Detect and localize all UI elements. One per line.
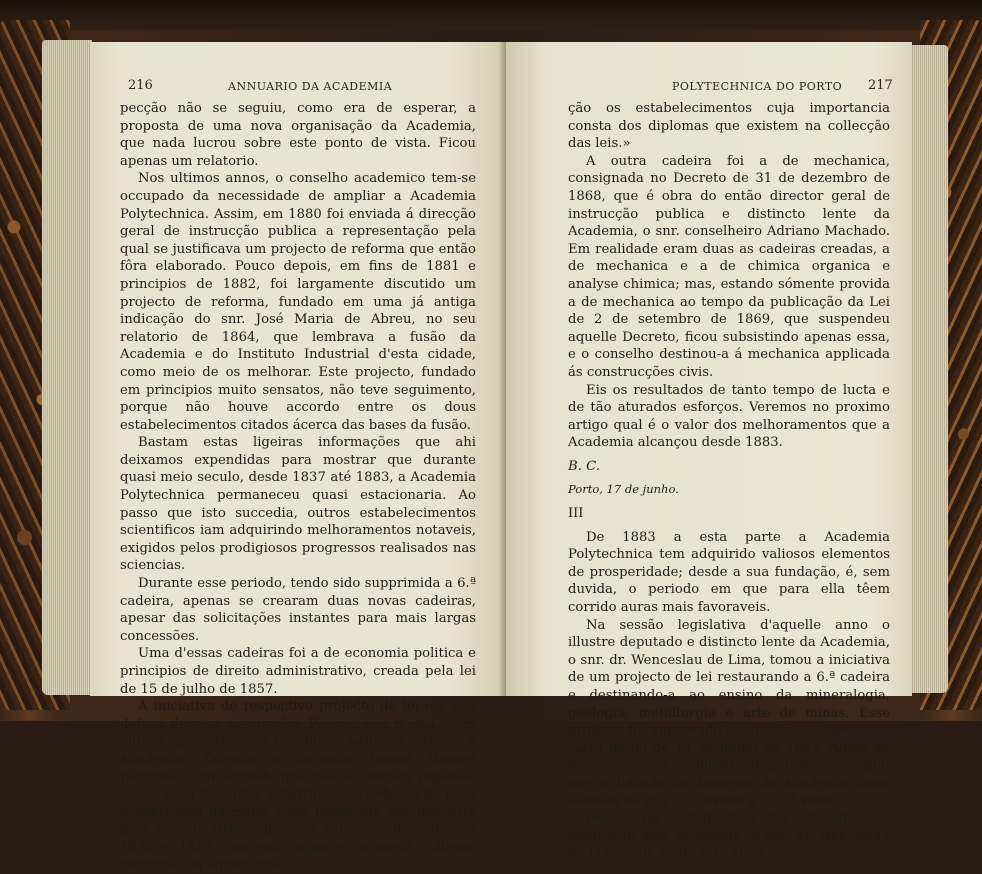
right-running-head: POLYTECHNICA DO PORTO xyxy=(672,80,843,93)
signature: B. C. xyxy=(568,458,600,474)
paragraph: Uma d'essas cadeiras foi a de economia politica e principios de direito administrativo, creada pela lei de 15 de julho de 1857. xyxy=(120,646,476,697)
paragraph: Eis os resultados de tanto tempo de lucta e de tão aturados esforços. Veremos no proximo artigo qual é o valor dos melhoramentos que a Academia alcançou desde 1883. xyxy=(568,382,890,451)
paragraph: A outra cadeira foi a de mechanica, consignada no Decreto de 31 de dezembro de 1868, que é obra do então director geral de instrucção publica e distincto lente da Academia, o snr. conselheiro Adriano Machado. Em realidade eram duas as cadeiras creadas, a de mechanica e a de chimica organica e analyse chimica; mas, estando sómente provida a de mechanica ao tempo da publicação da Lei de 2 de setembro de 1869, que suspendeu aquelle Decreto, ficou subsistindo apenas essa, e o conselho destinou-a á mechanica applicada ás construcções civis. xyxy=(568,153,890,380)
paragraph: Na sessão legislativa d'aquelle anno o illustre deputado e distincto lente da Academia, o snr. dr. Wenceslau de Lima, tomou a iniciativa de um projecto de lei restaurando a 6.ª cadeira e destinando-a ao ensino da mineralogia, geologia, metallurgia e arte de minas. Esse projecto foi approvado e constitue o objecto da carta de lei de 14 de junho de 1883. Ainda na mesma sessão, o illustre deputado conseguiu que a dotação da despezas da Academia fosse elevada de réis 1:730$000 a 2:305$000. xyxy=(568,617,890,809)
book-cover-top xyxy=(0,0,982,30)
right-page-body xyxy=(568,100,890,863)
left-page-body xyxy=(120,100,476,874)
paragraph: De 1883 a esta parte a Academia Polytechnica tem adquirido valiosos elementos de prosperidade; desde a sua fundação, é, sem duvida, o periodo em que para ella têem corrido auras mais favoraveis. xyxy=(568,529,890,616)
paragraph: Nos ultimos annos, o conselho academico tem-se occupado da necessidade de ampliar a Academia Polytechnica. Assim, em 1880 foi enviada á direcção geral de instrucção publica a representação pela qual se justificava um projecto de reforma que então fôra elaborado. Pouco depois, em fins de 1881 e principios de 1882, foi largamente discutido um projecto de reforma, fundado em uma já antiga indicação do snr. José Maria de Abreu, no seu relatorio de 1864, que lembrava a fusão da Academia e do Instituto Industrial d'esta cidade, como meio de os melhorar. Este projecto, fundado em principios muito sensatos, não teve seguimento, porque não houve accordo entre os dous estabelecimentos citados ácerca das bases da fusão. xyxy=(120,171,476,433)
right-page xyxy=(506,42,912,862)
paragraph: Bastam estas ligeiras informações que ahi deixamos expendidas para mostrar que durante quasi meio seculo, desde 1837 até 1883, a Academia Polytechnica permaneceu quasi estacionaria. Ao passo que isto succedia, outros estabelecimentos scientificos iam adquirindo melhoramentos notaveis, exigidos pelos prodigiosos progressos realisados nas sciencias. xyxy=(120,435,476,574)
paragraph: pecção não se seguiu, como era de esperar, a proposta de uma nova organisação da Academia, que nada lucrou sobre este ponto de vista. Ficou apenas um relatorio. xyxy=(120,101,476,169)
paragraph: ção os estabelecimentos cuja importancia consta dos diplomas que existem na collecção das leis.» xyxy=(568,101,890,152)
paragraph: Durante esse periodo, tendo sido supprimida a 6.ª cadeira, apenas se crearam duas novas cadeiras, apesar das solicitações instantes para mais largas concessões. xyxy=(120,576,476,644)
place-date: Porto, 17 de junho. xyxy=(568,482,679,497)
right-page-number: 217 xyxy=(868,78,893,93)
paragraph: Depois de testemunhos tão evidentes de dedicação pela Academia, o snr. dr. Wenceslau de Lima quiz ainda este anno xyxy=(568,811,890,862)
page-edges-right xyxy=(910,45,948,693)
left-running-head: ANNUARIO DA ACADEMIA xyxy=(228,80,393,93)
left-page xyxy=(90,42,506,873)
section-heading: III xyxy=(568,506,584,522)
page-edges-left xyxy=(42,40,92,695)
paragraph: A iniciativa do respectivo projecto de lei e a sua defeza deve-se aos irmãos Passos, que n'esta e em outras circumstancias prestaram valiosos serviços á Academia. Durante a discussão Passos Manoel recordou com verdade que não se deviam regatear meios para fomentar a instrucção. «Debaixo do peso e oppressão da maior crise financeira por que este paiz passou, disse elle com calor, eu decretei em 1836 e 1837 com mão larga e os meus collegas membros da administra- xyxy=(120,699,476,873)
left-page-number: 216 xyxy=(128,78,153,93)
